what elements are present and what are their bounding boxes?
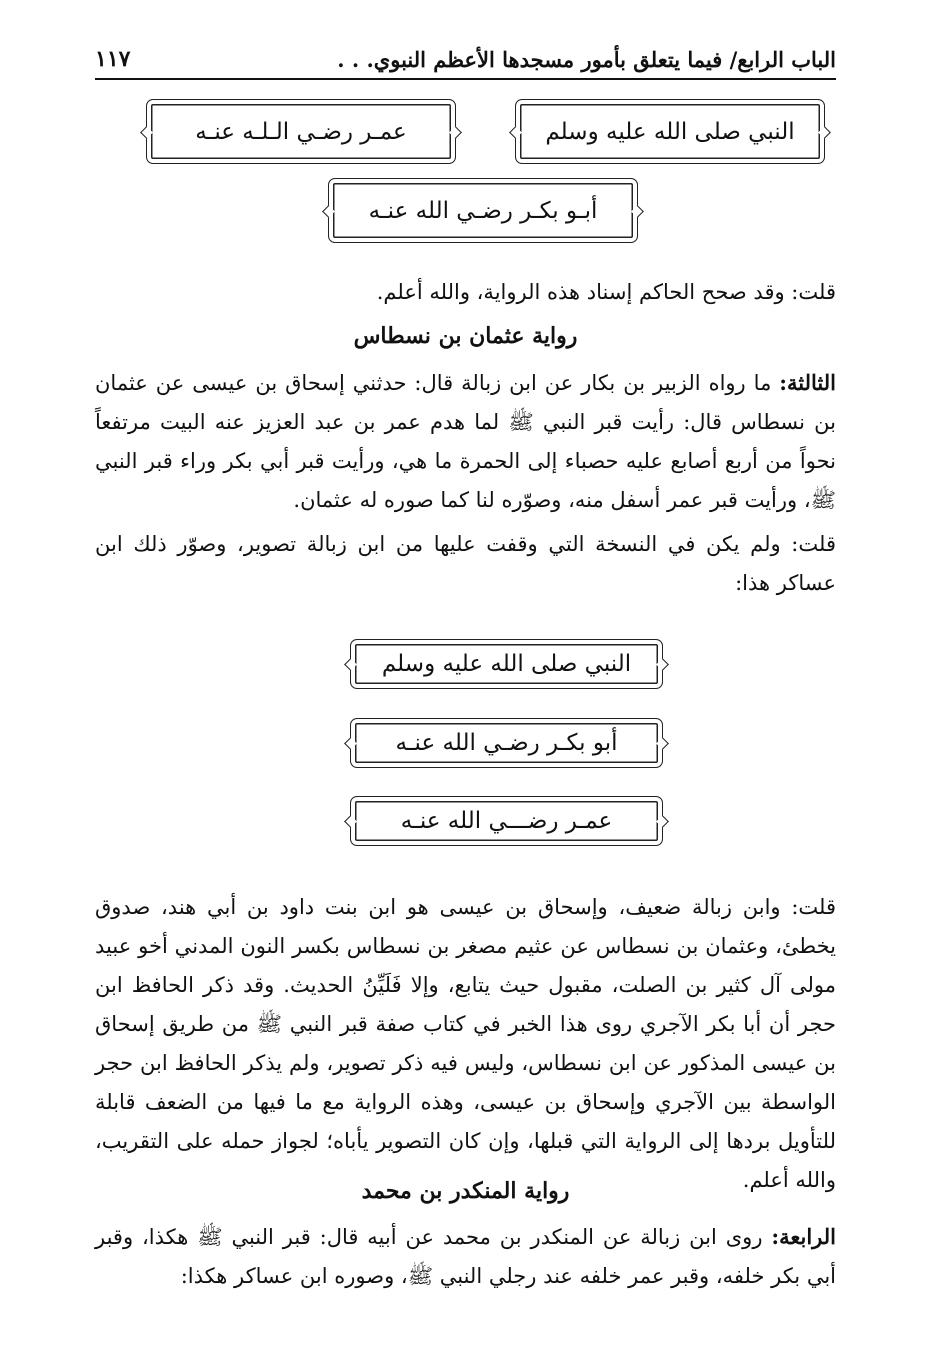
section-heading-uthman: رواية عثمان بن نسطاس: [353, 323, 578, 349]
grave-box-abubakr-2: أبو بكـر رضـي الله عنـه: [350, 718, 663, 768]
paragraph-text-fourth: روى ابن زبالة عن المنكدر بن محمد عن أبيه قال: قبر النبي ﷺ هكذا، وقبر أبي بكر خلفه، وقبر عمر خلفه عند رجلي النبي ﷺ، وصوره ابن عساكر هكذا:: [95, 1225, 836, 1288]
grave-box-umar: عمـر رضـي الـلـه عنـه: [146, 99, 456, 164]
grave-box-umar-2: عمـر رضـــي الله عنـه: [350, 796, 663, 846]
paragraph-fourth-narration: [95, 1217, 836, 1296]
grave-box-abubakr: أبـو بكـر رضـي الله عنـه: [328, 178, 638, 243]
paragraph-discussion: قلت: وابن زبالة ضعيف، وإسحاق بن عيسى هو ابن بنت داود بن أبي هند، صدوق يخطئ، وعثمان بن نسطاس عن عثيم مصغر بن نسطاس بكسر النون المدني أخو عبيد مولى آل كثير بن الصلت، مقبول حيث يتابع، وإلا فَلَيِّنُ الحديث. وقد ذكر الحافظ ابن حجر أن أبا بكر الآجري روى هذا الخبر في كتاب صفة قبر النبي ﷺ من طريق إسحاق بن عيسى المذكور عن ابن نسطاس، وليس فيه ذكر تصوير، ولم يذكر الحافظ ابن حجر الواسطة بين الآجري وإسحاق بن عيسى، وهذه الرواية مع ما فيها من الضعف قابلة للتأويل بردها إلى الرواية التي قبلها، وإن كان التصوير يأباه؛ لجواز حمله على التقريب، والله أعلم.: [95, 895, 836, 1192]
paragraph-third-narration: [95, 363, 836, 520]
paragraph-note-hakim: قلت: وقد صحح الحاكم إسناد هذه الرواية، والله أعلم.: [376, 280, 836, 304]
grave-box-prophet: النبي صلى الله عليه وسلم: [515, 99, 825, 164]
paragraph-lead-fourth: الرابعة:: [771, 1224, 836, 1249]
section-heading-munkadir: رواية المنكدر بن محمد: [361, 1178, 570, 1204]
paragraph-note-ibn-asakir: قلت: ولم يكن في النسخة التي وقفت عليها من ابن زبالة تصوير، وصوّر ذلك ابن عساكر هذا:: [95, 532, 836, 595]
chapter-title: الباب الرابع/ فيما يتعلق بأمور مسجدها الأعظم النبوي. . .: [337, 47, 836, 72]
page-number: ١١٧: [95, 46, 131, 72]
running-header: [95, 38, 836, 80]
grave-box-prophet-2: النبي صلى الله عليه وسلم: [350, 639, 663, 689]
paragraph-text-third: ما رواه الزبير بن بكار عن ابن زبالة قال: حدثني إسحاق بن عيسى عن عثمان بن نسطاس قال: رأيت قبر النبي ﷺ لما هدم عمر بن عبد العزيز عنه البيت مرتفعاً نحواً من أربع أصابع عليه حصباء إلى الحمرة ما هي، ورأيت قبر أبي بكر وراء قبر النبي ﷺ، ورأيت قبر عمر أسفل منه، وصوّره لنا كما صوره له عثمان.: [95, 371, 836, 512]
paragraph-lead-third: الثالثة:: [779, 370, 836, 395]
